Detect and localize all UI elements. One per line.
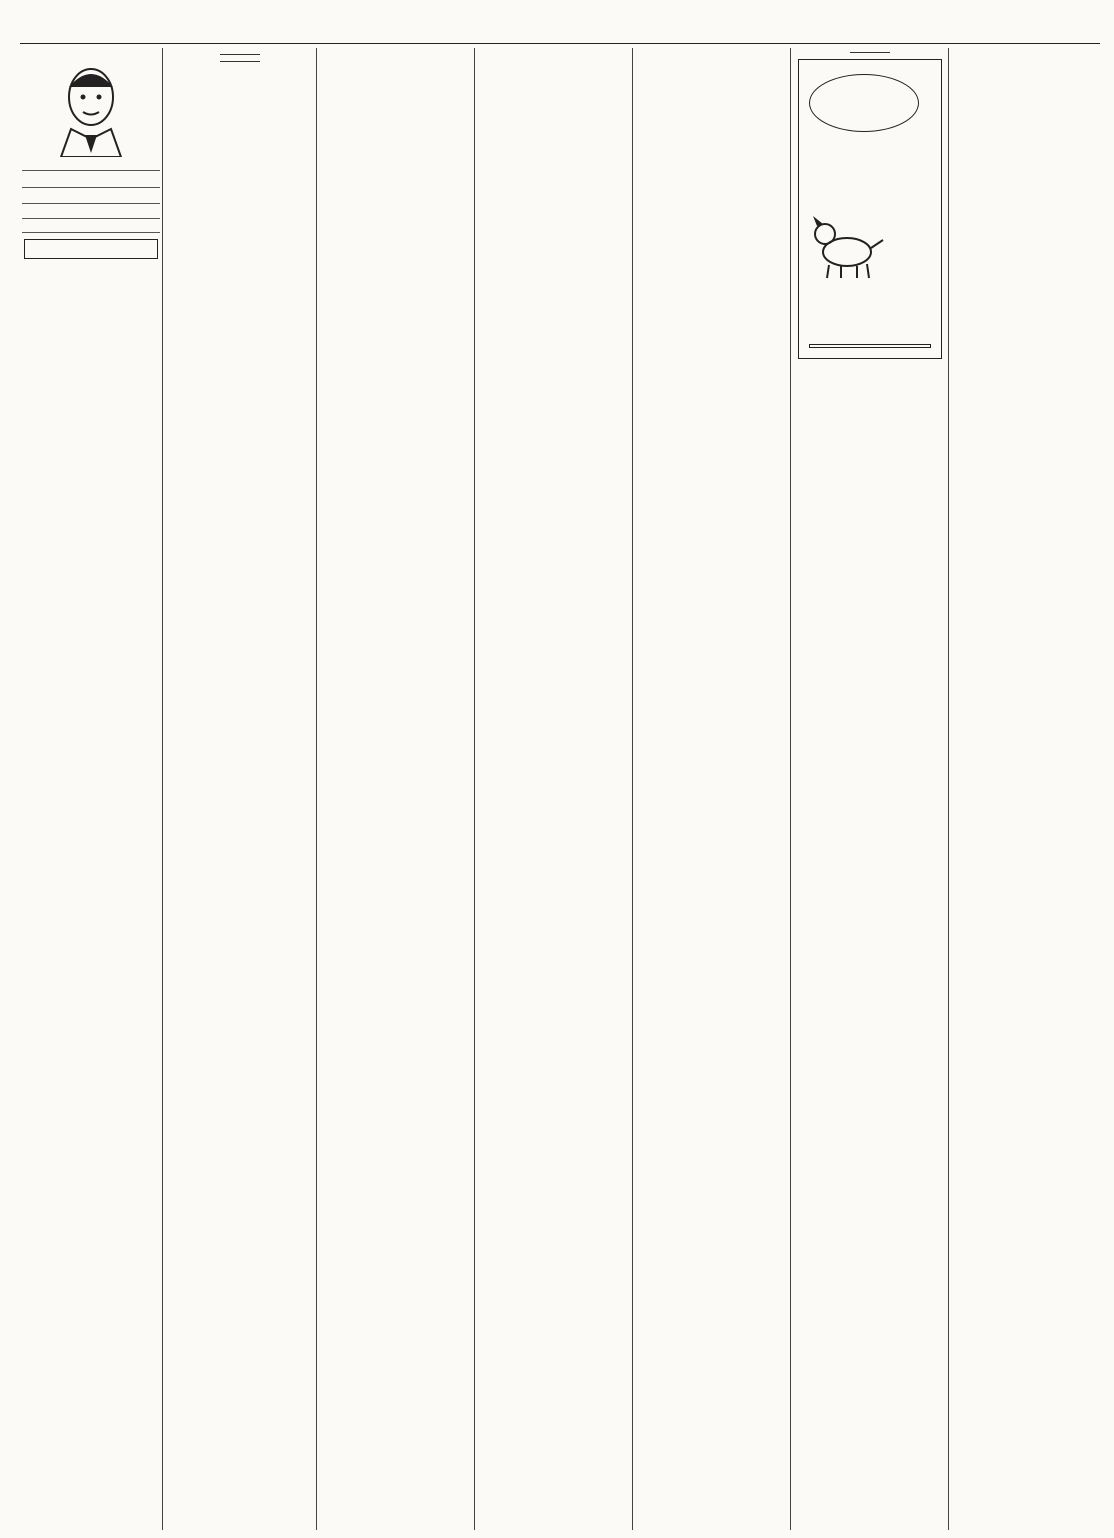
gaffaney-ad: [22, 204, 160, 219]
divider: [220, 61, 260, 62]
divider: [850, 52, 890, 53]
ad-line: [809, 344, 931, 348]
gallipoli-continued-3: [638, 48, 786, 1530]
column-rule: [162, 48, 163, 1530]
man-portrait-icon: [41, 57, 141, 157]
dog-icon: [807, 210, 887, 280]
column-rule: [790, 48, 791, 1530]
hillock-ad: [22, 48, 160, 171]
column-rule: [948, 48, 949, 1530]
gallipoli-continued-1: [322, 48, 470, 1530]
column-rule: [474, 48, 475, 1530]
aagaard-ad: [22, 219, 160, 233]
divider: [220, 54, 260, 55]
gallipoli-article: [168, 48, 312, 1530]
dacca-ad: [22, 171, 160, 188]
foster-ad: [24, 239, 158, 259]
column-rule: [316, 48, 317, 1530]
ad-footer: [799, 342, 941, 350]
sykes-cura-cough-ad: [798, 59, 942, 359]
masthead: [20, 22, 1100, 44]
boon-ad: [22, 265, 160, 275]
gallipoli-continued-2: [480, 48, 628, 1530]
egmont-ad: [22, 188, 160, 204]
stratford-column: [796, 48, 944, 1530]
ad-column: [22, 48, 160, 1530]
speech-bubble: [809, 74, 919, 132]
column-rule: [632, 48, 633, 1530]
